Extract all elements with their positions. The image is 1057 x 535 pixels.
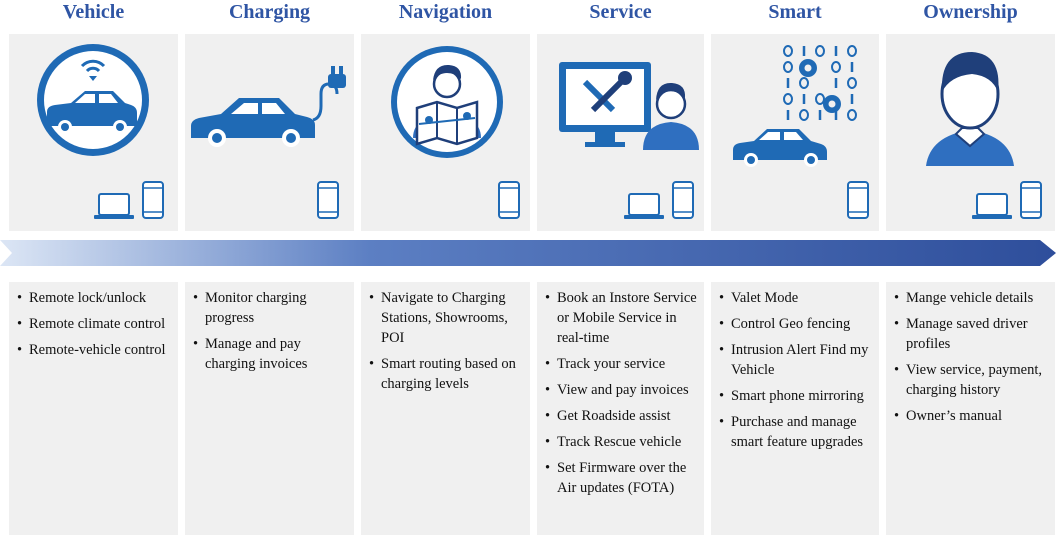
list-item: • Track your service [545, 354, 698, 374]
list-item: • Manage saved driver profiles [894, 314, 1049, 354]
list-item: • Smart phone mirroring [719, 386, 873, 406]
phone-icon [143, 182, 163, 218]
phone-icon [499, 182, 519, 218]
feature-list [361, 282, 530, 535]
list-item: • Control Geo fencing [719, 314, 873, 334]
owner-person-icon [926, 52, 1014, 166]
icon-panel [9, 34, 178, 231]
connected-car-icon [37, 44, 149, 156]
timeline-arrow [0, 238, 1057, 268]
column-title: Navigation [398, 1, 493, 23]
list-item: • Mange vehicle details [894, 288, 1049, 308]
column-title: Charging [228, 1, 311, 23]
phone-icon [1021, 182, 1041, 218]
icon-panel [185, 34, 354, 231]
column-title: Ownership [923, 1, 1018, 23]
icon-panel [361, 34, 530, 231]
feature-list [537, 282, 704, 535]
list-item: • Book an Instore Service or Mobile Service in real-time [545, 288, 698, 348]
column-title: Service [589, 1, 652, 23]
laptop-icon [94, 194, 134, 219]
smart-car-binary-icon [733, 46, 856, 167]
phone-icon [848, 182, 868, 218]
laptop-icon [624, 194, 664, 219]
icon-panel [537, 34, 704, 231]
list-item: • Set Firmware over the Air updates (FOTA) [545, 458, 698, 498]
list-item: • Manage and pay charging invoices [193, 334, 348, 374]
feature-list [185, 282, 354, 535]
list-item: • View and pay invoices [545, 380, 698, 400]
list-item: • Owner’s manual [894, 406, 1049, 426]
list-item: • Navigate to Charging Stations, Showrooms, POI [369, 288, 524, 348]
phone-icon [318, 182, 338, 218]
column-title: Vehicle [62, 1, 125, 23]
list-item: • Remote climate control [17, 314, 172, 334]
person-map-icon [391, 46, 503, 158]
list-item: • View service, payment, charging history [894, 360, 1049, 400]
column-title: Smart [768, 1, 822, 23]
service-technician-icon [559, 62, 699, 150]
list-item: • Valet Mode [719, 288, 873, 308]
list-item: • Remote-vehicle control [17, 340, 172, 360]
charging-car-icon [191, 66, 346, 147]
icon-panel [886, 34, 1055, 231]
feature-list [9, 282, 178, 535]
list-item: • Track Rescue vehicle [545, 432, 698, 452]
laptop-icon [972, 194, 1012, 219]
phone-icon [673, 182, 693, 218]
list-item: • Monitor charging progress [193, 288, 348, 328]
icon-panel [711, 34, 879, 231]
feature-list [711, 282, 879, 535]
list-item: • Smart routing based on charging levels [369, 354, 524, 394]
list-item: • Intrusion Alert Find my Vehicle [719, 340, 873, 380]
list-item: • Purchase and manage smart feature upgrades [719, 412, 873, 452]
feature-list [886, 282, 1055, 535]
list-item: • Get Roadside assist [545, 406, 698, 426]
list-item: • Remote lock/unlock [17, 288, 172, 308]
